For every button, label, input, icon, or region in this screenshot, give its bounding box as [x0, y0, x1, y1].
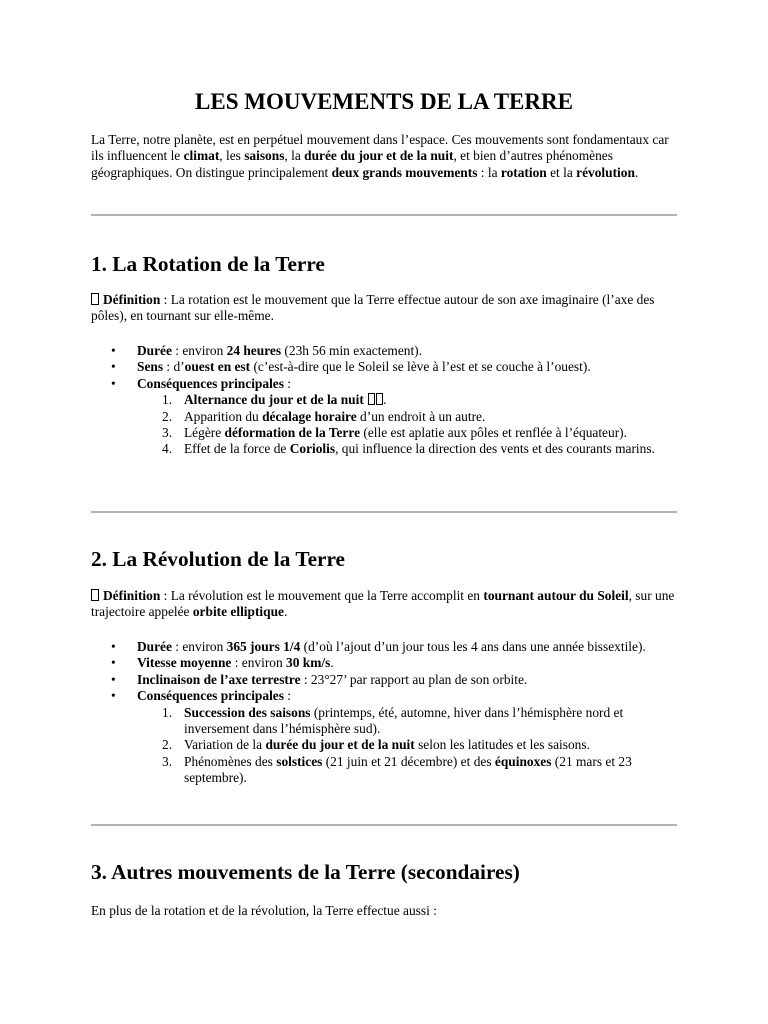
item-bold: solstices — [276, 753, 323, 769]
item-number: 1. — [162, 392, 173, 408]
page-title: LES MOUVEMENTS DE LA TERRE — [195, 89, 573, 114]
numbered-item — [137, 441, 681, 457]
item-label: Inclinaison de l’axe terrestre — [137, 671, 301, 687]
item-text: : — [283, 688, 292, 704]
item-text: : environ — [171, 639, 227, 654]
item-text: : — [283, 375, 292, 391]
intro-bold: rotation — [500, 164, 547, 180]
item-bold: Coriolis — [289, 441, 336, 457]
item-text: : d’ — [163, 359, 185, 375]
definition-label: Définition — [103, 588, 161, 603]
consequences-list — [137, 705, 681, 787]
intro-text: , et bien d’autres phénomènes géographiques. On distingue principalement — [91, 148, 613, 180]
item-text: . — [330, 655, 334, 671]
item-text: Variation de la — [184, 737, 266, 753]
item-text: Phénomènes des — [184, 753, 277, 769]
item-text: Effet de la force de — [184, 441, 290, 457]
item-bold: 365 jours 1/4 — [226, 639, 301, 654]
item-number: 3. — [162, 753, 173, 769]
item-bold: 30 km/s — [286, 655, 331, 671]
section-heading-secondary: 3. Autres mouvements de la Terre (secondaires) — [91, 860, 520, 884]
list-item — [111, 359, 681, 375]
intro-text: et la — [546, 164, 577, 180]
item-text: , qui influence la direction des vents et des courants marins. — [335, 441, 655, 457]
item-text: selon les latitudes et les saisons. — [414, 737, 590, 753]
numbered-item — [137, 409, 681, 425]
definition-text: , sur une trajectoire appelée — [91, 588, 675, 620]
definition-text: : La révolution est le mouvement que la Terre accomplit en — [160, 588, 484, 603]
horizontal-rule — [91, 511, 677, 513]
item-number: 1. — [162, 704, 173, 720]
item-label: Durée — [137, 343, 172, 358]
item-bold: Alternance du jour et de la nuit — [184, 392, 364, 408]
item-text: . — [383, 392, 387, 408]
item-text: (d’où l’ajout d’un jour tous les 4 ans dans une année bissextile). — [300, 639, 646, 654]
intro-text: La Terre, notre planète, est en perpétuel mouvement dans l’espace. Ces mouvements sont fondamentaux car ils influencent le — [91, 132, 669, 164]
horizontal-rule — [91, 214, 677, 216]
list-item — [111, 672, 681, 688]
horizontal-rule — [91, 824, 677, 826]
intro-bold: saisons — [244, 148, 285, 164]
item-number: 4. — [162, 441, 173, 457]
numbered-item — [137, 737, 681, 753]
definition-bold: orbite elliptique — [192, 604, 284, 620]
intro-bold: climat — [183, 148, 220, 164]
item-number: 2. — [162, 408, 173, 424]
item-text: Légère — [184, 425, 225, 441]
section-heading-rotation: 1. La Rotation de la Terre — [91, 252, 325, 276]
list-item — [111, 376, 681, 458]
intro-text: . — [634, 164, 639, 180]
item-label: Vitesse moyenne — [137, 655, 232, 671]
list-item — [111, 639, 681, 655]
item-bold: décalage horaire — [262, 408, 357, 424]
consequences-list — [137, 392, 681, 458]
item-number: 2. — [162, 737, 173, 753]
definition-text: : La rotation est le mouvement que la Terre effectue autour de son axe imaginaire (l’axe des pôles), en tournant sur elle-même. — [91, 292, 655, 324]
item-label: Durée — [137, 639, 172, 654]
secondary-intro: En plus de la rotation et de la révolution, la Terre effectue aussi : — [91, 903, 437, 918]
item-text: : environ — [231, 655, 287, 671]
definition-bold: tournant autour du Soleil — [483, 588, 629, 603]
revolution-definition — [91, 588, 681, 621]
numbered-item — [137, 425, 681, 441]
definition-text: . — [284, 604, 288, 620]
item-bold: ouest en est — [184, 359, 251, 375]
section-heading-revolution: 2. La Révolution de la Terre — [91, 547, 345, 571]
intro-bold: révolution — [576, 164, 635, 180]
item-bold: durée du jour et de la nuit — [265, 737, 415, 753]
item-text: Apparition du — [184, 408, 263, 424]
intro-text: , la — [284, 148, 305, 164]
missing-glyph-icon — [91, 293, 99, 305]
item-text: : environ — [171, 343, 227, 358]
item-text: (21 juin et 21 décembre) et des — [322, 753, 495, 769]
item-bold: Succession des saisons — [184, 704, 311, 720]
item-bold: 24 heures — [226, 343, 282, 358]
list-item — [111, 655, 681, 671]
intro-paragraph — [91, 132, 681, 181]
item-text: (printemps, été, automne, hiver dans l’hémisphère nord et inversement dans l’hémisphère sud). — [184, 704, 624, 737]
item-number: 3. — [162, 425, 173, 441]
item-text: (21 mars et 23 septembre). — [184, 753, 632, 786]
numbered-item — [137, 392, 681, 408]
rotation-bullet-list — [111, 343, 681, 458]
intro-text: : la — [477, 164, 501, 180]
list-item — [111, 343, 681, 359]
missing-glyph-icon — [91, 589, 99, 601]
item-bold: équinoxes — [494, 753, 552, 769]
missing-glyph-icon — [368, 393, 375, 405]
item-text: (23h 56 min exactement). — [281, 343, 422, 358]
list-item — [111, 688, 681, 786]
item-text: d’un endroit à un autre. — [356, 408, 486, 424]
item-text: (elle est aplatie aux pôles et renflée à l’équateur). — [360, 425, 627, 441]
item-text: : 23°27’ par rapport au plan de son orbite. — [300, 671, 528, 687]
definition-label: Définition — [103, 292, 161, 307]
numbered-item — [137, 754, 681, 787]
numbered-item — [137, 705, 681, 738]
intro-text: , les — [219, 148, 245, 164]
intro-bold: durée du jour et de la nuit — [304, 148, 454, 164]
item-text: (c’est-à-dire que le Soleil se lève à l’est et se couche à l’ouest). — [250, 359, 591, 375]
item-label: Conséquences principales — [137, 375, 284, 391]
item-label: Sens — [137, 359, 164, 375]
item-bold: déformation de la Terre — [224, 425, 361, 441]
rotation-definition — [91, 292, 681, 325]
intro-bold: deux grands mouvements — [331, 164, 478, 180]
revolution-bullet-list — [111, 639, 681, 787]
item-label: Conséquences principales — [137, 688, 284, 704]
